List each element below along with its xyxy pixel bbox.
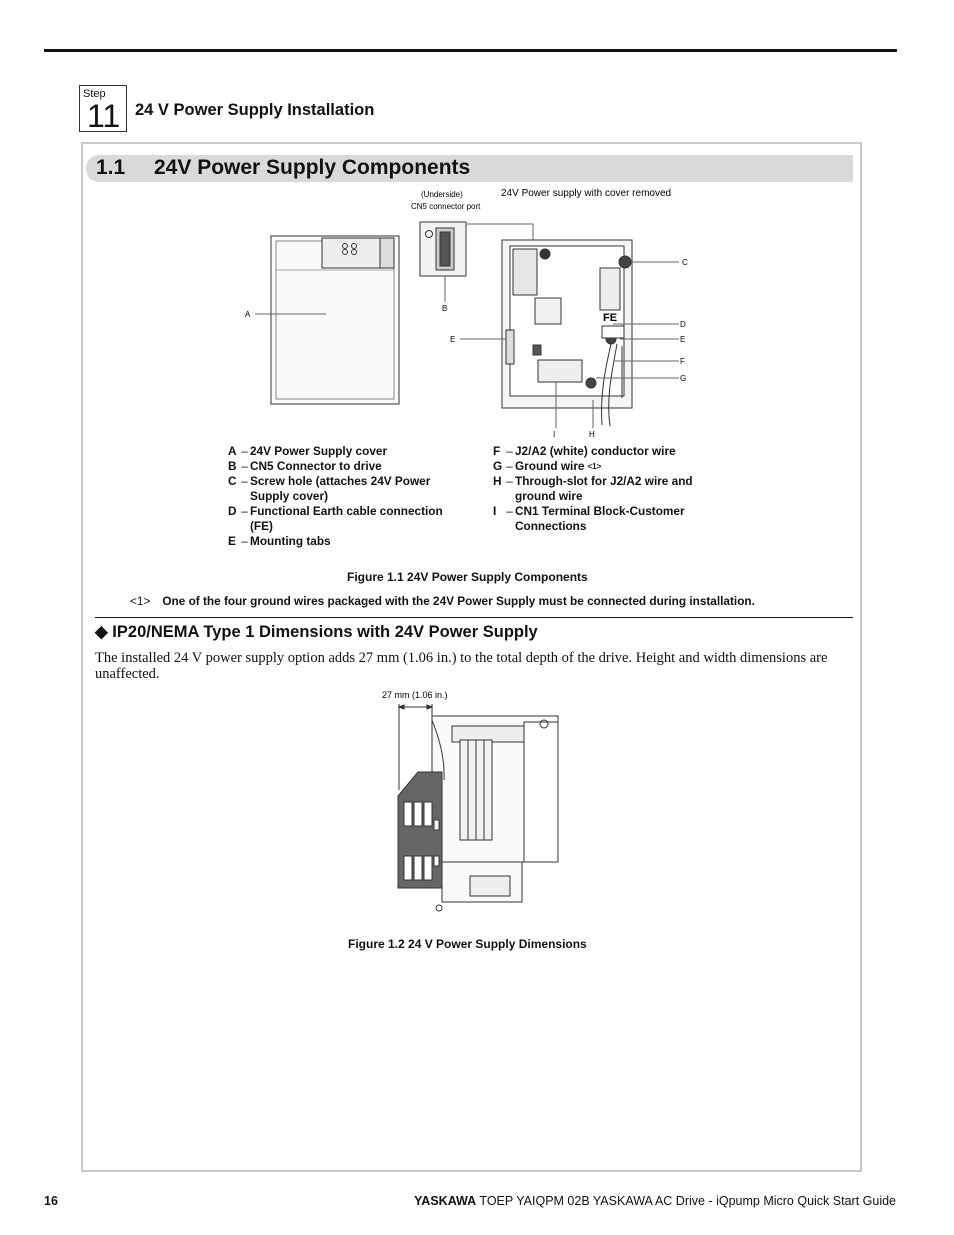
callout-e-right: E: [680, 335, 686, 344]
section-title: 24V Power Supply Components: [154, 156, 471, 179]
callout-g: G: [680, 374, 687, 383]
port-label: CN5 connector port: [411, 202, 481, 211]
subsection-rule: [95, 617, 853, 618]
body-paragraph: The installed 24 V power supply option adds 27 mm (1.06 in.) to the total depth of the drive. Height and width dimensions are unaffected.: [95, 650, 828, 682]
underside-label: (Underside): [421, 190, 463, 199]
fe-label: FE: [603, 312, 618, 324]
footer-doc-title: [414, 1194, 896, 1208]
callout-f: F: [680, 357, 685, 366]
subsection-heading: [95, 622, 538, 642]
legend-left: A – 24V Power Supply cover B – CN5 Connector to drive C – Screw hole (attaches 24V Power Supply cover) D – Functional Earth cable connection (FE) E – Mounting tabs: [228, 444, 443, 548]
footer-doc: TOEP YAIQPM 02B YASKAWA AC Drive - iQpump Micro Quick Start Guide: [476, 1194, 896, 1208]
figure-1-caption: Figure 1.1 24V Power Supply Components: [347, 570, 588, 584]
diamond-bullet-icon: ◆: [95, 623, 108, 641]
callout-a: A: [245, 310, 251, 319]
callout-b: B: [442, 304, 448, 313]
step-label: Step: [83, 88, 106, 100]
callout-d: D: [680, 320, 686, 329]
footer-brand: YASKAWA: [414, 1194, 477, 1208]
subsection-title: IP20/NEMA Type 1 Dimensions with 24V Power Supply: [112, 623, 538, 641]
section-number: 1.1: [96, 156, 126, 179]
dimension-label: 27 mm (1.06 in.): [382, 690, 448, 700]
cover-removed-label: 24V Power supply with cover removed: [501, 188, 672, 199]
footnote: [130, 594, 755, 608]
callout-h: H: [589, 430, 595, 439]
figure-dimensions-drawing: [0, 680, 954, 930]
figure-components-drawing: [0, 0, 954, 450]
callout-c: C: [682, 258, 688, 267]
callout-i: I: [553, 430, 556, 439]
step-title: 24 V Power Supply Installation: [135, 101, 375, 119]
step-number: 11: [87, 98, 121, 134]
callout-e-left: E: [450, 335, 456, 344]
footnote-marker: <1>: [130, 594, 151, 608]
legend-right: F – J2/A2 (white) conductor wire G – Ground wire <1> H – Through-slot for J2/A2 wire and ground wire I – CN1 Terminal Block-Customer Connections: [493, 444, 693, 533]
footnote-text: One of the four ground wires packaged with the 24V Power Supply must be connected during installation.: [162, 594, 755, 608]
figure-2-caption: Figure 1.2 24 V Power Supply Dimensions: [348, 937, 587, 951]
page-number: 16: [44, 1194, 58, 1208]
